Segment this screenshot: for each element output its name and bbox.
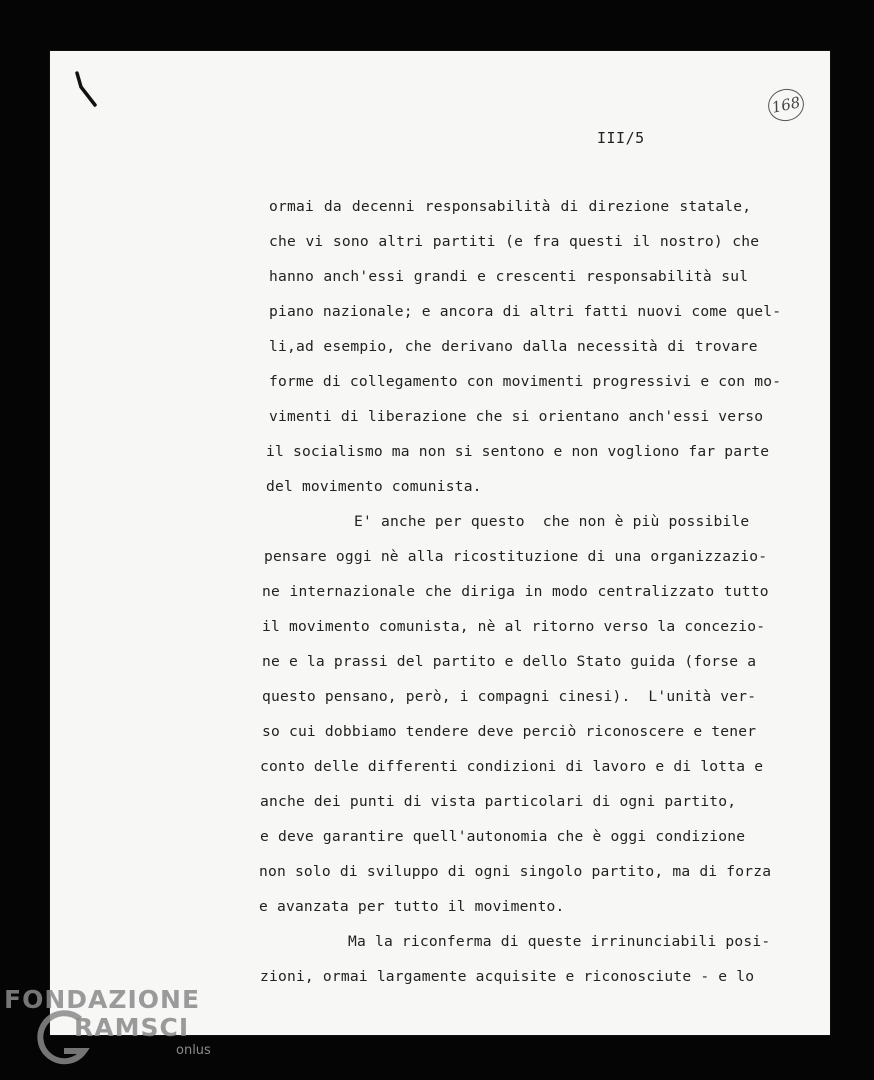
text-line: forme di collegamento con movimenti progressivi e con mo-: [269, 373, 782, 390]
text-line: non solo di sviluppo di ogni singolo partito, ma di forza: [259, 863, 772, 880]
text-line: ormai da decenni responsabilità di direzione statale,: [269, 198, 752, 215]
text-line: e avanzata per tutto il movimento.: [259, 898, 565, 915]
text-line: zioni, ormai largamente acquisite e riconosciute - e lo: [260, 968, 755, 985]
text-line: ne e la prassi del partito e dello Stato guida (forse a: [262, 653, 757, 670]
watermark-line2: RAMSCI: [74, 1013, 190, 1042]
watermark-line3: onlus: [176, 1043, 211, 1058]
text-line: ne internazionale che diriga in modo centralizzato tutto: [262, 583, 769, 600]
text-line: pensare oggi nè alla ricostituzione di una organizzazio-: [264, 548, 768, 565]
text-line: il movimento comunista, nè al ritorno verso la concezio-: [262, 618, 766, 635]
text-line: il socialismo ma non si sentono e non vogliono far parte: [266, 443, 770, 460]
text-line: del movimento comunista.: [266, 478, 482, 495]
text-line: che vi sono altri partiti (e fra questi il nostro) che: [269, 233, 760, 250]
text-line: e deve garantire quell'autonomia che è oggi condizione: [260, 828, 746, 845]
text-line: conto delle differenti condizioni di lavoro e di lotta e: [260, 758, 764, 775]
pen-tick-mark: [72, 69, 102, 109]
watermark-line1: FONDAZIONE: [4, 985, 201, 1014]
document-page: [50, 51, 830, 1035]
text-line: questo pensano, però, i compagni cinesi). L'unità ver-: [262, 688, 757, 705]
archive-number-stamp: 168: [765, 86, 807, 125]
text-line: piano nazionale; e ancora di altri fatti nuovi come quel-: [269, 303, 782, 320]
text-line: li,ad esempio, che derivano dalla necessità di trovare: [269, 338, 758, 355]
page-number: III/5: [597, 129, 645, 147]
text-line: so cui dobbiamo tendere deve perciò riconoscere e tener: [262, 723, 757, 740]
text-line: hanno anch'essi grandi e crescenti responsabilità sul: [269, 268, 749, 285]
text-line: E' anche per questo che non è più possibile: [354, 513, 750, 530]
text-line: anche dei punti di vista particolari di ogni partito,: [260, 793, 737, 810]
text-line: Ma la riconferma di queste irrinunciabili posi-: [348, 933, 771, 950]
text-line: vimenti di liberazione che si orientano anch'essi verso: [269, 408, 764, 425]
